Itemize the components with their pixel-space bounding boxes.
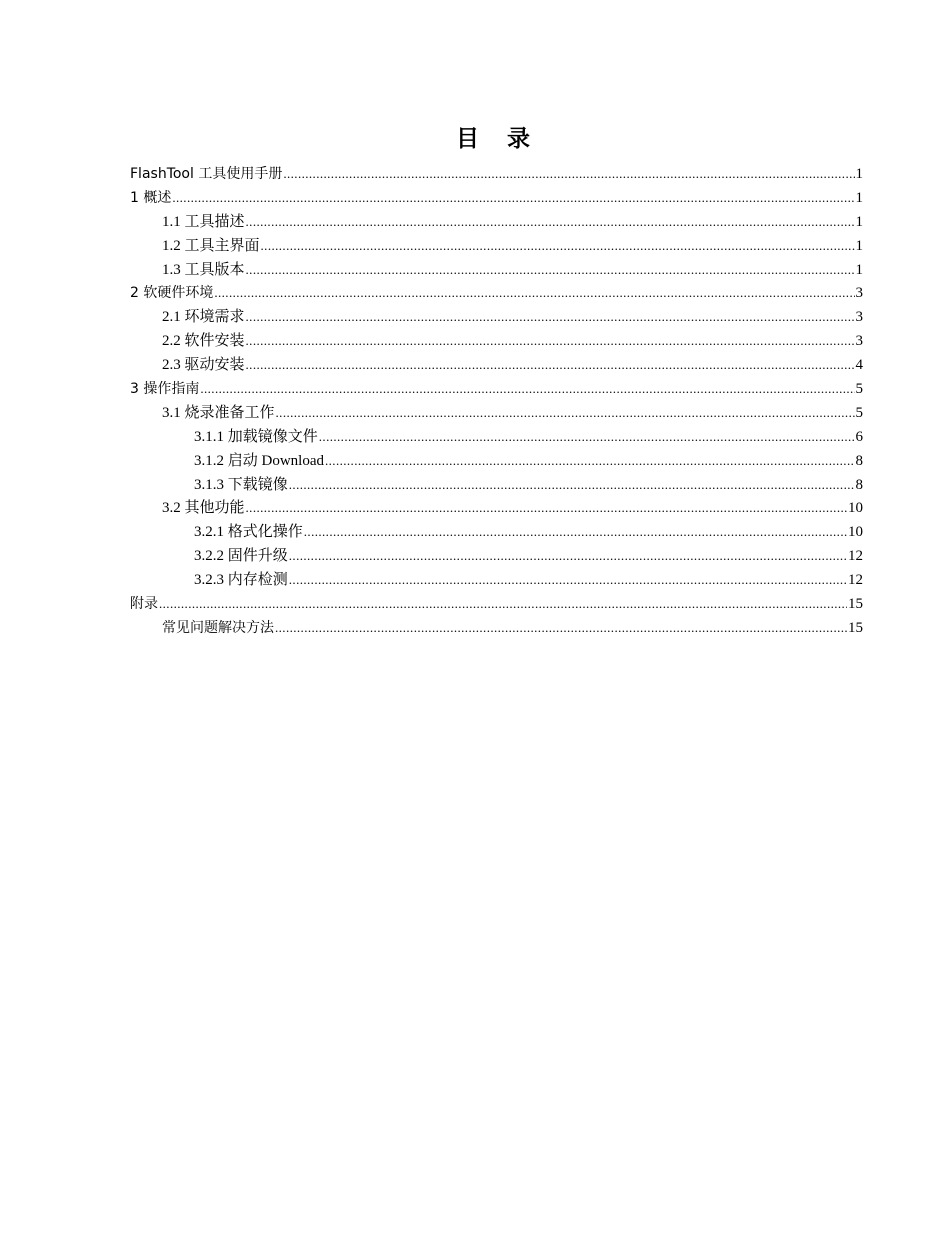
toc-entry[interactable]: [130, 401, 863, 425]
dot-leader: [325, 449, 855, 473]
toc-entry[interactable]: [130, 377, 863, 401]
dot-leader: [246, 258, 855, 282]
toc-entry[interactable]: [130, 592, 863, 616]
toc-entry-page-number: 6: [855, 428, 863, 445]
dot-leader: [289, 568, 847, 592]
toc-entry-title: 2.3 驱动安装: [162, 357, 245, 374]
dot-leader: [214, 281, 854, 305]
toc-entry[interactable]: [130, 520, 863, 544]
dot-leader: [246, 353, 855, 377]
toc-entry-title: 3.1.1 加载镜像文件: [194, 428, 318, 445]
toc-entry-page-number: 1: [855, 237, 863, 254]
dot-leader: [246, 210, 855, 234]
toc-entry-page-number: 1: [855, 189, 863, 206]
dot-leader: [246, 329, 855, 353]
toc-entry-page-number: 4: [855, 357, 863, 374]
toc-entry-title: 3.1.2 启动 Download: [194, 452, 324, 469]
dot-leader: [319, 425, 855, 449]
toc-entry-page-number: 10: [848, 500, 863, 517]
toc-entry[interactable]: [130, 234, 863, 258]
toc-entry-title: 3.1 烧录准备工作: [162, 404, 275, 421]
toc-entry-title: 3.2.1 格式化操作: [194, 524, 303, 541]
toc-entry-title: 1 概述: [130, 189, 172, 206]
toc-entry-page-number: 12: [848, 548, 863, 565]
dot-leader: [246, 496, 847, 520]
toc-entry[interactable]: [130, 425, 863, 449]
table-of-contents: [130, 162, 863, 640]
toc-entry-title: 2.1 环境需求: [162, 309, 245, 326]
toc-entry-title: 3.2.2 固件升级: [194, 548, 288, 565]
toc-entry-page-number: 10: [848, 524, 863, 541]
dot-leader: [283, 162, 854, 186]
toc-entry-page-number: 1: [855, 166, 863, 182]
toc-entry-title: 3.2.3 内存检测: [194, 572, 288, 589]
toc-entry-page-number: 1: [855, 261, 863, 278]
toc-entry-page-number: 8: [855, 476, 863, 493]
toc-entry[interactable]: [130, 210, 863, 234]
toc-entry-title: 3.1.3 下载镜像: [194, 476, 288, 493]
toc-entry-page-number: 5: [855, 381, 863, 398]
toc-entry-title: 常见问题解决方法: [162, 619, 274, 636]
toc-entry-page-number: 3: [855, 333, 863, 350]
toc-entry[interactable]: [130, 449, 863, 473]
toc-entry-title: 1.2 工具主界面: [162, 237, 260, 254]
toc-title: 目 录: [455, 126, 540, 152]
dot-leader: [275, 616, 847, 640]
toc-entry-title: 1.1 工具描述: [162, 213, 245, 230]
toc-entry[interactable]: [130, 496, 863, 520]
dot-leader: [159, 592, 847, 616]
toc-entry-page-number: 8: [855, 452, 863, 469]
toc-entry-page-number: 1: [855, 213, 863, 230]
toc-entry-page-number: 3: [855, 285, 863, 302]
toc-entry-title: 1.3 工具版本: [162, 261, 245, 278]
toc-entry-title: FlashTool 工具使用手册: [130, 166, 283, 182]
toc-entry-page-number: 15: [848, 596, 863, 613]
toc-entry-page-number: 5: [855, 404, 863, 421]
toc-entry[interactable]: [130, 473, 863, 497]
toc-entry[interactable]: [130, 353, 863, 377]
toc-entry-title: 2 软硬件环境: [130, 285, 214, 302]
dot-leader: [289, 473, 855, 497]
toc-entry-page-number: 12: [848, 572, 863, 589]
toc-entry[interactable]: [130, 544, 863, 568]
toc-entry-page-number: 3: [855, 309, 863, 326]
toc-entry-title: 3 操作指南: [130, 381, 200, 398]
toc-entry[interactable]: [130, 305, 863, 329]
toc-entry-title: 3.2 其他功能: [162, 500, 245, 517]
toc-entry[interactable]: [130, 281, 863, 305]
dot-leader: [289, 544, 847, 568]
toc-entry[interactable]: [130, 258, 863, 282]
toc-entry[interactable]: [130, 616, 863, 640]
toc-entry[interactable]: [130, 329, 863, 353]
dot-leader: [261, 234, 855, 258]
toc-entry-page-number: 15: [848, 619, 863, 636]
toc-entry[interactable]: [130, 186, 863, 210]
dot-leader: [276, 401, 855, 425]
toc-entry-title: 附录: [130, 596, 158, 613]
toc-entry[interactable]: [130, 162, 863, 186]
toc-entry[interactable]: [130, 568, 863, 592]
dot-leader: [172, 186, 854, 210]
toc-entry-title: 2.2 软件安装: [162, 333, 245, 350]
dot-leader: [200, 377, 854, 401]
dot-leader: [246, 305, 855, 329]
dot-leader: [304, 520, 847, 544]
